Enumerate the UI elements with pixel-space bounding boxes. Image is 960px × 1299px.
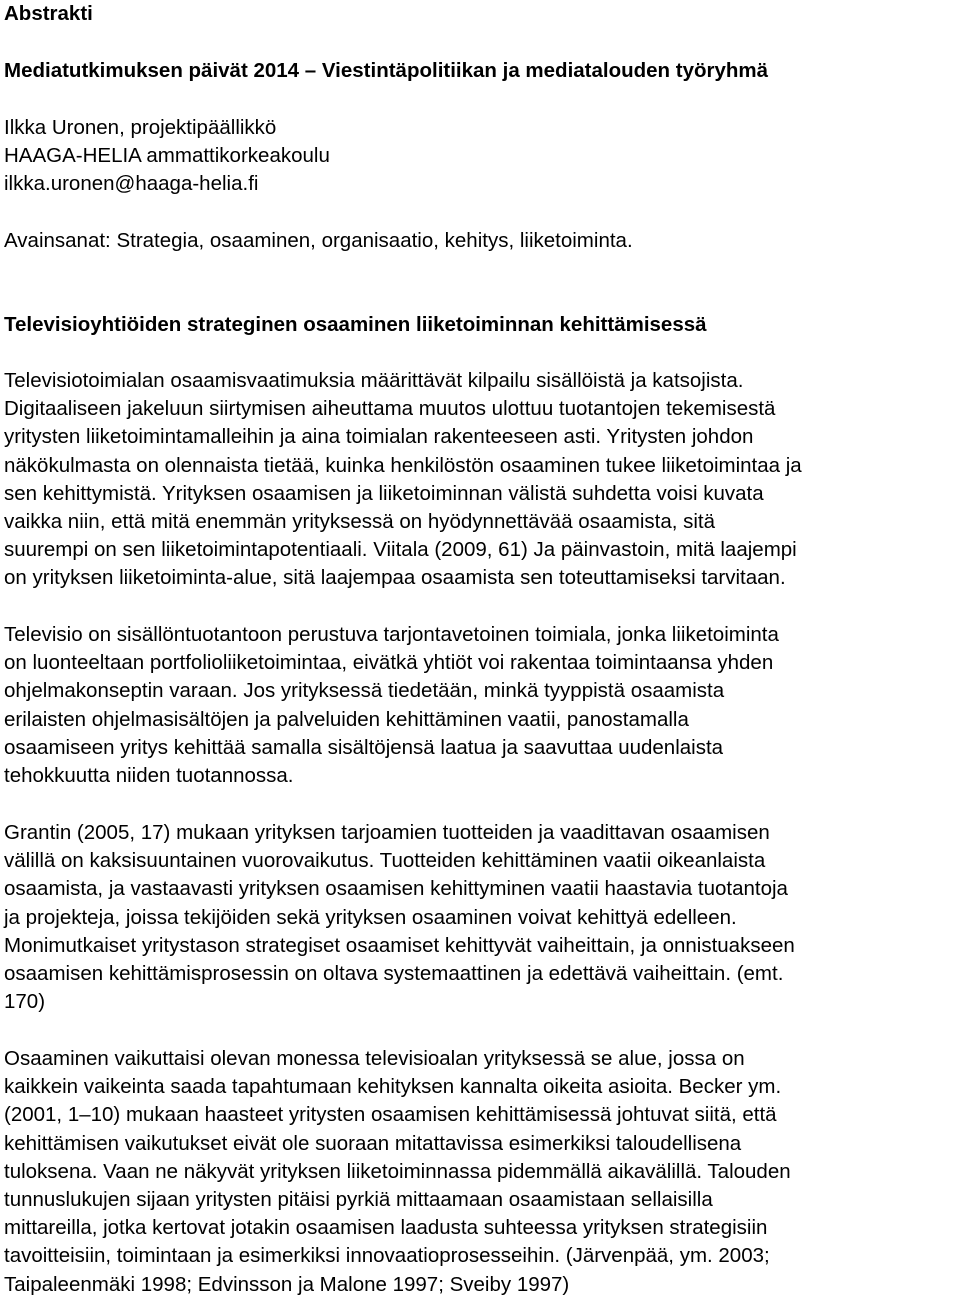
keywords-line: Avainsanat: Strategia, osaaminen, organisaatio, kehitys, liiketoiminta. — [4, 229, 633, 252]
paragraph-line: yritysten liiketoimintamalleihin ja aina toimialan rakenteeseen asti. Yritysten johdon — [4, 425, 754, 449]
paragraph-line: ja projekteja, joissa tekijöiden sekä yrityksen osaaminen voivat kehittyä edelleen. — [4, 905, 737, 929]
paragraph-line: (2001, 1–10) mukaan haasteet yritysten osaamisen kehittämisessä johtuvat siitä, että — [4, 1103, 777, 1127]
paragraph-line: tuloksena. Vaan ne näkyvät yrityksen liiketoiminnassa pidemmällä aikavälillä. Talouden — [4, 1159, 791, 1183]
paragraph-line: välillä on kaksisuuntainen vuorovaikutus. Tuotteiden kehittäminen vaatii oikeanlaista — [4, 849, 766, 873]
paragraph-line: Digitaaliseen jakeluun siirtymisen aiheuttama muutos ulottuu tuotantojen tekemisestä — [4, 397, 776, 421]
paragraph-line: tavoitteisiin, toimintaan ja esimerkiksi innovaatioprosesseihin. (Järvenpää, ym. 2003; — [4, 1244, 770, 1268]
paragraph-3 — [4, 819, 795, 1016]
article-title: Televisioyhtiöiden strateginen osaaminen liiketoiminnan kehittämisessä — [4, 313, 707, 336]
paragraph-line: Televisiotoimialan osaamisvaatimuksia määrittävät kilpailu sisällöistä ja katsojista. — [4, 369, 744, 392]
paragraph-line: on luonteeltaan portfolioliiketoimintaa, eivätkä yhtiöt voi rakentaa toimintaansa yhden — [4, 651, 774, 675]
paragraph-line: 170) — [4, 990, 46, 1014]
paragraph-line: erilaisten ohjelmasisältöjen ja palveluiden kehittäminen vaatii, panostamalla — [4, 707, 689, 731]
paragraph-line: vaikka niin, että mitä enemmän yrityksessä on hyödynnettävää osaamista, sitä — [4, 510, 716, 534]
paragraph-line: on yrityksen liiketoiminta-alue, sitä laajempaa osaamista sen toteuttamiseksi tarvitaan. — [4, 566, 786, 590]
paragraph-line: ohjelmakonseptin varaan. Jos yrityksessä tiedetään, minkä tyyppistä osaamista — [4, 679, 725, 703]
paragraph-line: osaamista, ja vastaavasti yrityksen osaamisen kehittyminen vaatii haastavia tuotantoja — [4, 877, 788, 901]
paragraph-line: Taipaleenmäki 1998; Edvinsson ja Malone 1997; Sveiby 1997) — [4, 1272, 570, 1296]
author-email: ilkka.uronen@haaga-helia.fi — [4, 172, 259, 196]
paragraph-line: Televisio on sisällöntuotantoon perustuva tarjontavetoinen toimiala, jonka liiketoiminta — [4, 623, 779, 646]
paragraph-line: mittareilla, jotka kertovat jotakin osaamisen laadusta suhteessa yrityksen strategisiin — [4, 1216, 768, 1240]
abstract-heading: Abstrakti — [4, 2, 93, 25]
paragraph-line: Osaaminen vaikuttaisi olevan monessa televisioalan yrityksessä se alue, jossa on — [4, 1047, 745, 1070]
paragraph-line: sen kehittymistä. Yrityksen osaamisen ja liiketoiminnan välistä suhdetta voisi kuvata — [4, 481, 764, 505]
paragraph-line: tunnuslukujen sijaan yritysten pitäisi pyrkiä mittaamaan osaamistaan sellaisilla — [4, 1188, 713, 1212]
paragraph-line: tehokkuutta niiden tuotannossa. — [4, 764, 294, 788]
paragraph-1 — [4, 367, 802, 593]
paragraph-4 — [4, 1045, 791, 1299]
paragraph-2 — [4, 621, 779, 790]
paragraph-line: Grantin (2005, 17) mukaan yrityksen tarjoamien tuotteiden ja vaadittavan osaamisen — [4, 821, 770, 844]
author-block — [4, 114, 330, 199]
author-name-role: Ilkka Uronen, projektipäällikkö — [4, 116, 277, 139]
author-institution: HAAGA-HELIA ammattikorkeakoulu — [4, 144, 330, 168]
paragraph-line: näkökulmasta on olennaista tietää, kuinka henkilöstön osaaminen tukee liiketoimintaa ja — [4, 453, 802, 477]
event-heading: Mediatutkimuksen päivät 2014 – Viestintäpolitiikan ja mediatalouden työryhmä — [4, 59, 769, 82]
paragraph-line: Monimutkaiset yritystason strategiset osaamiset kehittyvät vaiheittain, ja onnistuakseen — [4, 933, 795, 957]
paragraph-line: kehittämisen vaikutukset eivät ole suoraan mitattavissa esimerkiksi taloudellisena — [4, 1131, 742, 1155]
paragraph-line: osaamiseen yritys kehittää samalla sisältöjensä laatua ja saavuttaa uudenlaista — [4, 735, 724, 759]
paragraph-line: kaikkein vaikeinta saada tapahtumaan kehityksen kannalta oikeita asioita. Becker ym. — [4, 1075, 782, 1099]
paragraph-line: osaamisen kehittämisprosessin on oltava systemaattinen ja edettävä vaiheittain. (emt. — [4, 962, 784, 986]
paragraph-line: suurempi on sen liiketoimintapotentiaali. Viitala (2009, 61) Ja päinvastoin, mitä laajempi — [4, 538, 797, 562]
